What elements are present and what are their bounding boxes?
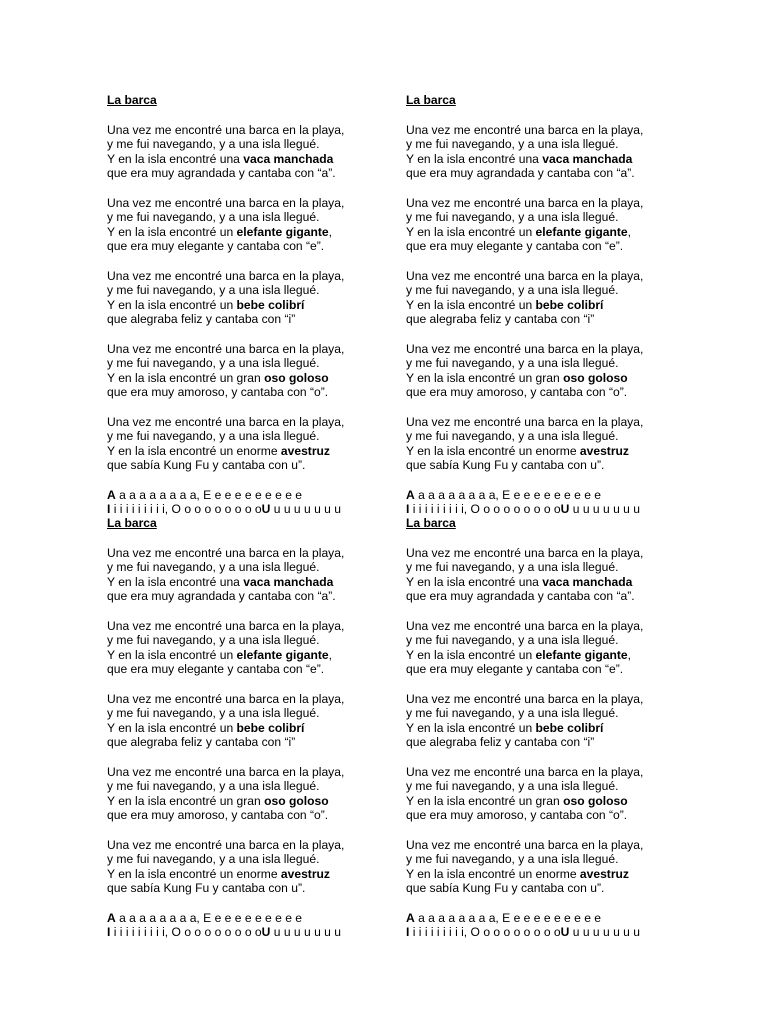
verse-line-3-start: Y en la isla encontré un enorme	[107, 866, 281, 881]
song-copy	[107, 93, 437, 517]
verse-line-4: que alegraba feliz y cantaba con “i”	[406, 735, 595, 749]
verse-line-4: que sabía Kung Fu y cantaba con u”.	[406, 458, 605, 472]
vowel-i-run: i i i i i i i i i,	[409, 925, 471, 939]
verse-line-4: que era muy amoroso, y cantaba con “o”.	[406, 808, 628, 822]
chorus-line-1	[406, 488, 736, 503]
verse-line-1: Una vez me encontré una barca en la playa,	[107, 618, 345, 633]
verse-line-2: y me fui navegando, y a una isla llegué.	[107, 356, 320, 370]
verse-line-2: y me fui navegando, y a una isla llegué.	[406, 706, 619, 720]
verse-line-1: Una vez me encontré una barca en la playa,	[406, 618, 644, 633]
song-title: La barca	[107, 93, 157, 107]
chorus	[406, 488, 736, 517]
verse-line-3-end: ,	[328, 224, 332, 239]
vowel-e: E	[502, 487, 511, 502]
song-copy	[107, 516, 437, 940]
verse	[107, 123, 437, 181]
verse-line-3-start: Y en la isla encontré un	[406, 647, 536, 662]
verse-line-3-end: ,	[627, 647, 631, 662]
verse-line-3	[107, 371, 437, 386]
vowel-a-run: a a a a a a a a,	[414, 910, 503, 925]
verse	[406, 838, 736, 896]
verse-line-3	[107, 721, 437, 736]
verse-line-3	[406, 152, 736, 167]
verse-line-3-start: Y en la isla encontré un enorme	[406, 443, 580, 458]
verse-line-4: que era muy agrandada y cantaba con “a”.	[406, 166, 635, 180]
verse-line-3-start: Y en la isla encontré una	[406, 574, 543, 589]
chorus-line-2	[406, 925, 736, 940]
song-title: La barca	[406, 93, 456, 107]
verse-line-3	[406, 444, 736, 459]
verse-line-3-start: Y en la isla encontré una	[107, 151, 244, 166]
verse-line-3-start: Y en la isla encontré un gran	[406, 793, 564, 808]
vowel-o: O	[171, 502, 181, 516]
verse-line-1: Una vez me encontré una barca en la playa,	[406, 122, 644, 137]
verse-line-3-start: Y en la isla encontré un gran	[406, 370, 564, 385]
verse	[107, 692, 437, 750]
verse-line-4: que era muy elegante y cantaba con “e”.	[406, 239, 624, 253]
vowel-i-run: i i i i i i i i i,	[110, 925, 172, 939]
vowel-i: I	[406, 925, 410, 939]
animal-name: elefante gigante	[535, 224, 628, 239]
vowel-o: O	[171, 925, 181, 939]
animal-name: avestruz	[280, 866, 330, 881]
verse-line-1: Una vez me encontré una barca en la playa,	[107, 268, 345, 283]
verse-line-3-start: Y en la isla encontré una	[406, 151, 543, 166]
verse-line-4: que era muy elegante y cantaba con “e”.	[406, 662, 624, 676]
animal-name: vaca manchada	[542, 151, 633, 166]
verse-line-1: Una vez me encontré una barca en la playa,	[406, 341, 644, 356]
vowel-u: U	[261, 925, 271, 939]
verse	[406, 123, 736, 181]
vowel-u-run: u u u u u u u	[270, 502, 341, 516]
verse-line-3-start: Y en la isla encontré un	[107, 647, 237, 662]
animal-name: vaca manchada	[243, 151, 334, 166]
verse-line-3-start: Y en la isla encontré un	[107, 720, 237, 735]
verse-line-3-start: Y en la isla encontré un enorme	[406, 866, 580, 881]
vowel-i: I	[107, 925, 111, 939]
verse	[107, 415, 437, 473]
verse-line-4: que era muy amoroso, y cantaba con “o”.	[107, 385, 329, 399]
animal-name: vaca manchada	[542, 574, 633, 589]
verse	[107, 196, 437, 254]
verse-line-3-start: Y en la isla encontré un	[107, 297, 237, 312]
verse-line-2: y me fui navegando, y a una isla llegué.	[107, 283, 320, 297]
animal-name: oso goloso	[264, 793, 329, 808]
verse-line-1: Una vez me encontré una barca en la playa,	[107, 341, 345, 356]
chorus-line-1	[107, 488, 437, 503]
verse-line-4: que era muy elegante y cantaba con “e”.	[107, 662, 325, 676]
vowel-o-run: o o o o o o o o	[479, 502, 561, 516]
verse	[406, 546, 736, 604]
verse-line-4: que era muy agrandada y cantaba con “a”.	[406, 589, 635, 603]
verse-line-3	[107, 298, 437, 313]
verse	[107, 269, 437, 327]
verse-line-3	[406, 794, 736, 809]
verse	[406, 619, 736, 677]
verse-line-2: y me fui navegando, y a una isla llegué.	[406, 283, 619, 297]
verse-line-3	[406, 867, 736, 882]
verse-line-1: Una vez me encontré una barca en la playa,	[406, 837, 644, 852]
verse-line-2: y me fui navegando, y a una isla llegué.	[107, 633, 320, 647]
verse-line-1: Una vez me encontré una barca en la playa,	[107, 122, 345, 137]
vowel-u-run: u u u u u u u	[569, 502, 640, 516]
verse-line-4: que era muy amoroso, y cantaba con “o”.	[107, 808, 329, 822]
vowel-u: U	[261, 502, 271, 516]
chorus-line-2	[406, 502, 736, 517]
verse-line-2: y me fui navegando, y a una isla llegué.	[406, 137, 619, 151]
verse-line-1: Una vez me encontré una barca en la playa,	[107, 195, 345, 210]
animal-name: oso goloso	[264, 370, 329, 385]
verse	[406, 269, 736, 327]
chorus	[107, 488, 437, 517]
verse-line-3	[406, 371, 736, 386]
verse-line-2: y me fui navegando, y a una isla llegué.	[107, 560, 320, 574]
verse-line-3	[406, 721, 736, 736]
verse-line-4: que era muy elegante y cantaba con “e”.	[107, 239, 325, 253]
verse-line-3	[107, 648, 437, 663]
vowel-o-run: o o o o o o o o	[479, 925, 561, 939]
vowel-e: E	[203, 487, 212, 502]
vowel-a: A	[406, 910, 415, 925]
verse-line-3-start: Y en la isla encontré un gran	[107, 793, 265, 808]
verse-line-1: Una vez me encontré una barca en la playa,	[406, 268, 644, 283]
vowel-a-run: a a a a a a a a,	[115, 487, 204, 502]
verse	[107, 546, 437, 604]
animal-name: avestruz	[579, 866, 629, 881]
verse-line-1: Una vez me encontré una barca en la playa,	[406, 691, 644, 706]
verse-line-2: y me fui navegando, y a una isla llegué.	[406, 633, 619, 647]
verse-line-2: y me fui navegando, y a una isla llegué.	[107, 779, 320, 793]
verse	[406, 415, 736, 473]
verse	[406, 765, 736, 823]
verse-line-3	[107, 444, 437, 459]
song-title: La barca	[107, 516, 157, 530]
vowel-a-run: a a a a a a a a,	[115, 910, 204, 925]
vowel-o-run: o o o o o o o o	[180, 502, 262, 516]
chorus	[406, 911, 736, 940]
verse-line-4: que alegraba feliz y cantaba con “i”	[107, 735, 296, 749]
vowel-o: O	[470, 925, 480, 939]
verse-line-1: Una vez me encontré una barca en la playa,	[107, 691, 345, 706]
song-copy	[406, 93, 736, 517]
verse	[406, 196, 736, 254]
vowel-u-run: u u u u u u u	[569, 925, 640, 939]
animal-name: oso goloso	[563, 793, 628, 808]
verse-line-3-end: ,	[627, 224, 631, 239]
vowel-i-run: i i i i i i i i i,	[110, 502, 172, 516]
verse-line-3	[107, 152, 437, 167]
verse-line-1: Una vez me encontré una barca en la playa,	[107, 764, 345, 779]
chorus-line-1	[406, 911, 736, 926]
animal-name: oso goloso	[563, 370, 628, 385]
song-title: La barca	[406, 516, 456, 530]
verse-line-3	[107, 867, 437, 882]
vowel-a: A	[406, 487, 415, 502]
verse-line-3	[107, 575, 437, 590]
verse-line-1: Una vez me encontré una barca en la playa,	[406, 764, 644, 779]
verse-line-1: Una vez me encontré una barca en la playa,	[406, 414, 644, 429]
animal-name: elefante gigante	[236, 647, 329, 662]
vowel-u-run: u u u u u u u	[270, 925, 341, 939]
verse-line-3-start: Y en la isla encontré un	[406, 297, 536, 312]
animal-name: avestruz	[280, 443, 330, 458]
verse-line-4: que era muy agrandada y cantaba con “a”.	[107, 166, 336, 180]
verse-line-1: Una vez me encontré una barca en la playa,	[406, 195, 644, 210]
song-copy	[406, 516, 736, 940]
verse	[107, 342, 437, 400]
verse-line-2: y me fui navegando, y a una isla llegué.	[406, 210, 619, 224]
vowel-u: U	[560, 925, 570, 939]
verse-line-1: Una vez me encontré una barca en la playa,	[107, 837, 345, 852]
verse	[107, 838, 437, 896]
vowel-a: A	[107, 487, 116, 502]
verse-line-2: y me fui navegando, y a una isla llegué.	[107, 706, 320, 720]
verse-line-4: que sabía Kung Fu y cantaba con u”.	[107, 881, 306, 895]
verse-line-3	[406, 298, 736, 313]
verse-line-2: y me fui navegando, y a una isla llegué.	[406, 779, 619, 793]
animal-name: bebe colibrí	[535, 297, 604, 312]
verse-line-3-start: Y en la isla encontré un	[107, 224, 237, 239]
vowel-a: A	[107, 910, 116, 925]
animal-name: elefante gigante	[236, 224, 329, 239]
verse-line-2: y me fui navegando, y a una isla llegué.	[406, 429, 619, 443]
verse	[406, 692, 736, 750]
verse-line-3-start: Y en la isla encontré un	[406, 720, 536, 735]
verse-line-2: y me fui navegando, y a una isla llegué.	[107, 852, 320, 866]
verse-line-2: y me fui navegando, y a una isla llegué.	[406, 560, 619, 574]
animal-name: bebe colibrí	[236, 720, 305, 735]
verse-line-4: que sabía Kung Fu y cantaba con u”.	[406, 881, 605, 895]
verse-line-4: que sabía Kung Fu y cantaba con u”.	[107, 458, 306, 472]
verse-line-1: Una vez me encontré una barca en la playa,	[406, 545, 644, 560]
verse-line-2: y me fui navegando, y a una isla llegué.	[406, 356, 619, 370]
chorus-line-2	[107, 925, 437, 940]
verse	[406, 342, 736, 400]
verse	[107, 765, 437, 823]
vowel-e-run: e e e e e e e e e	[510, 487, 602, 502]
animal-name: vaca manchada	[243, 574, 334, 589]
chorus	[107, 911, 437, 940]
verse-line-4: que alegraba feliz y cantaba con “i”	[107, 312, 296, 326]
verse-line-3	[107, 794, 437, 809]
verse-line-1: Una vez me encontré una barca en la playa,	[107, 545, 345, 560]
verse-line-4: que era muy amoroso, y cantaba con “o”.	[406, 385, 628, 399]
vowel-u: U	[560, 502, 570, 516]
verse-line-3-end: ,	[328, 647, 332, 662]
vowel-e-run: e e e e e e e e e	[211, 910, 303, 925]
verse-line-3	[107, 225, 437, 240]
vowel-o-run: o o o o o o o o	[180, 925, 262, 939]
verse-line-3-start: Y en la isla encontré una	[107, 574, 244, 589]
vowel-e-run: e e e e e e e e e	[510, 910, 602, 925]
verse-line-2: y me fui navegando, y a una isla llegué.	[107, 429, 320, 443]
verse-line-4: que alegraba feliz y cantaba con “i”	[406, 312, 595, 326]
vowel-e-run: e e e e e e e e e	[211, 487, 303, 502]
verse-line-3-start: Y en la isla encontré un	[406, 224, 536, 239]
verse-line-3	[406, 648, 736, 663]
animal-name: bebe colibrí	[236, 297, 305, 312]
chorus-line-1	[107, 911, 437, 926]
verse-line-4: que era muy agrandada y cantaba con “a”.	[107, 589, 336, 603]
animal-name: bebe colibrí	[535, 720, 604, 735]
vowel-a-run: a a a a a a a a,	[414, 487, 503, 502]
verse-line-1: Una vez me encontré una barca en la playa,	[107, 414, 345, 429]
animal-name: elefante gigante	[535, 647, 628, 662]
verse-line-2: y me fui navegando, y a una isla llegué.	[406, 852, 619, 866]
vowel-e: E	[203, 910, 212, 925]
verse-line-2: y me fui navegando, y a una isla llegué.	[107, 137, 320, 151]
vowel-i-run: i i i i i i i i i,	[409, 502, 471, 516]
animal-name: avestruz	[579, 443, 629, 458]
verse-line-2: y me fui navegando, y a una isla llegué.	[107, 210, 320, 224]
verse-line-3	[406, 575, 736, 590]
verse-line-3-start: Y en la isla encontré un enorme	[107, 443, 281, 458]
vowel-o: O	[470, 502, 480, 516]
vowel-i: I	[107, 502, 111, 516]
verse-line-3-start: Y en la isla encontré un gran	[107, 370, 265, 385]
verse-line-3	[406, 225, 736, 240]
chorus-line-2	[107, 502, 437, 517]
verse	[107, 619, 437, 677]
vowel-e: E	[502, 910, 511, 925]
vowel-i: I	[406, 502, 410, 516]
